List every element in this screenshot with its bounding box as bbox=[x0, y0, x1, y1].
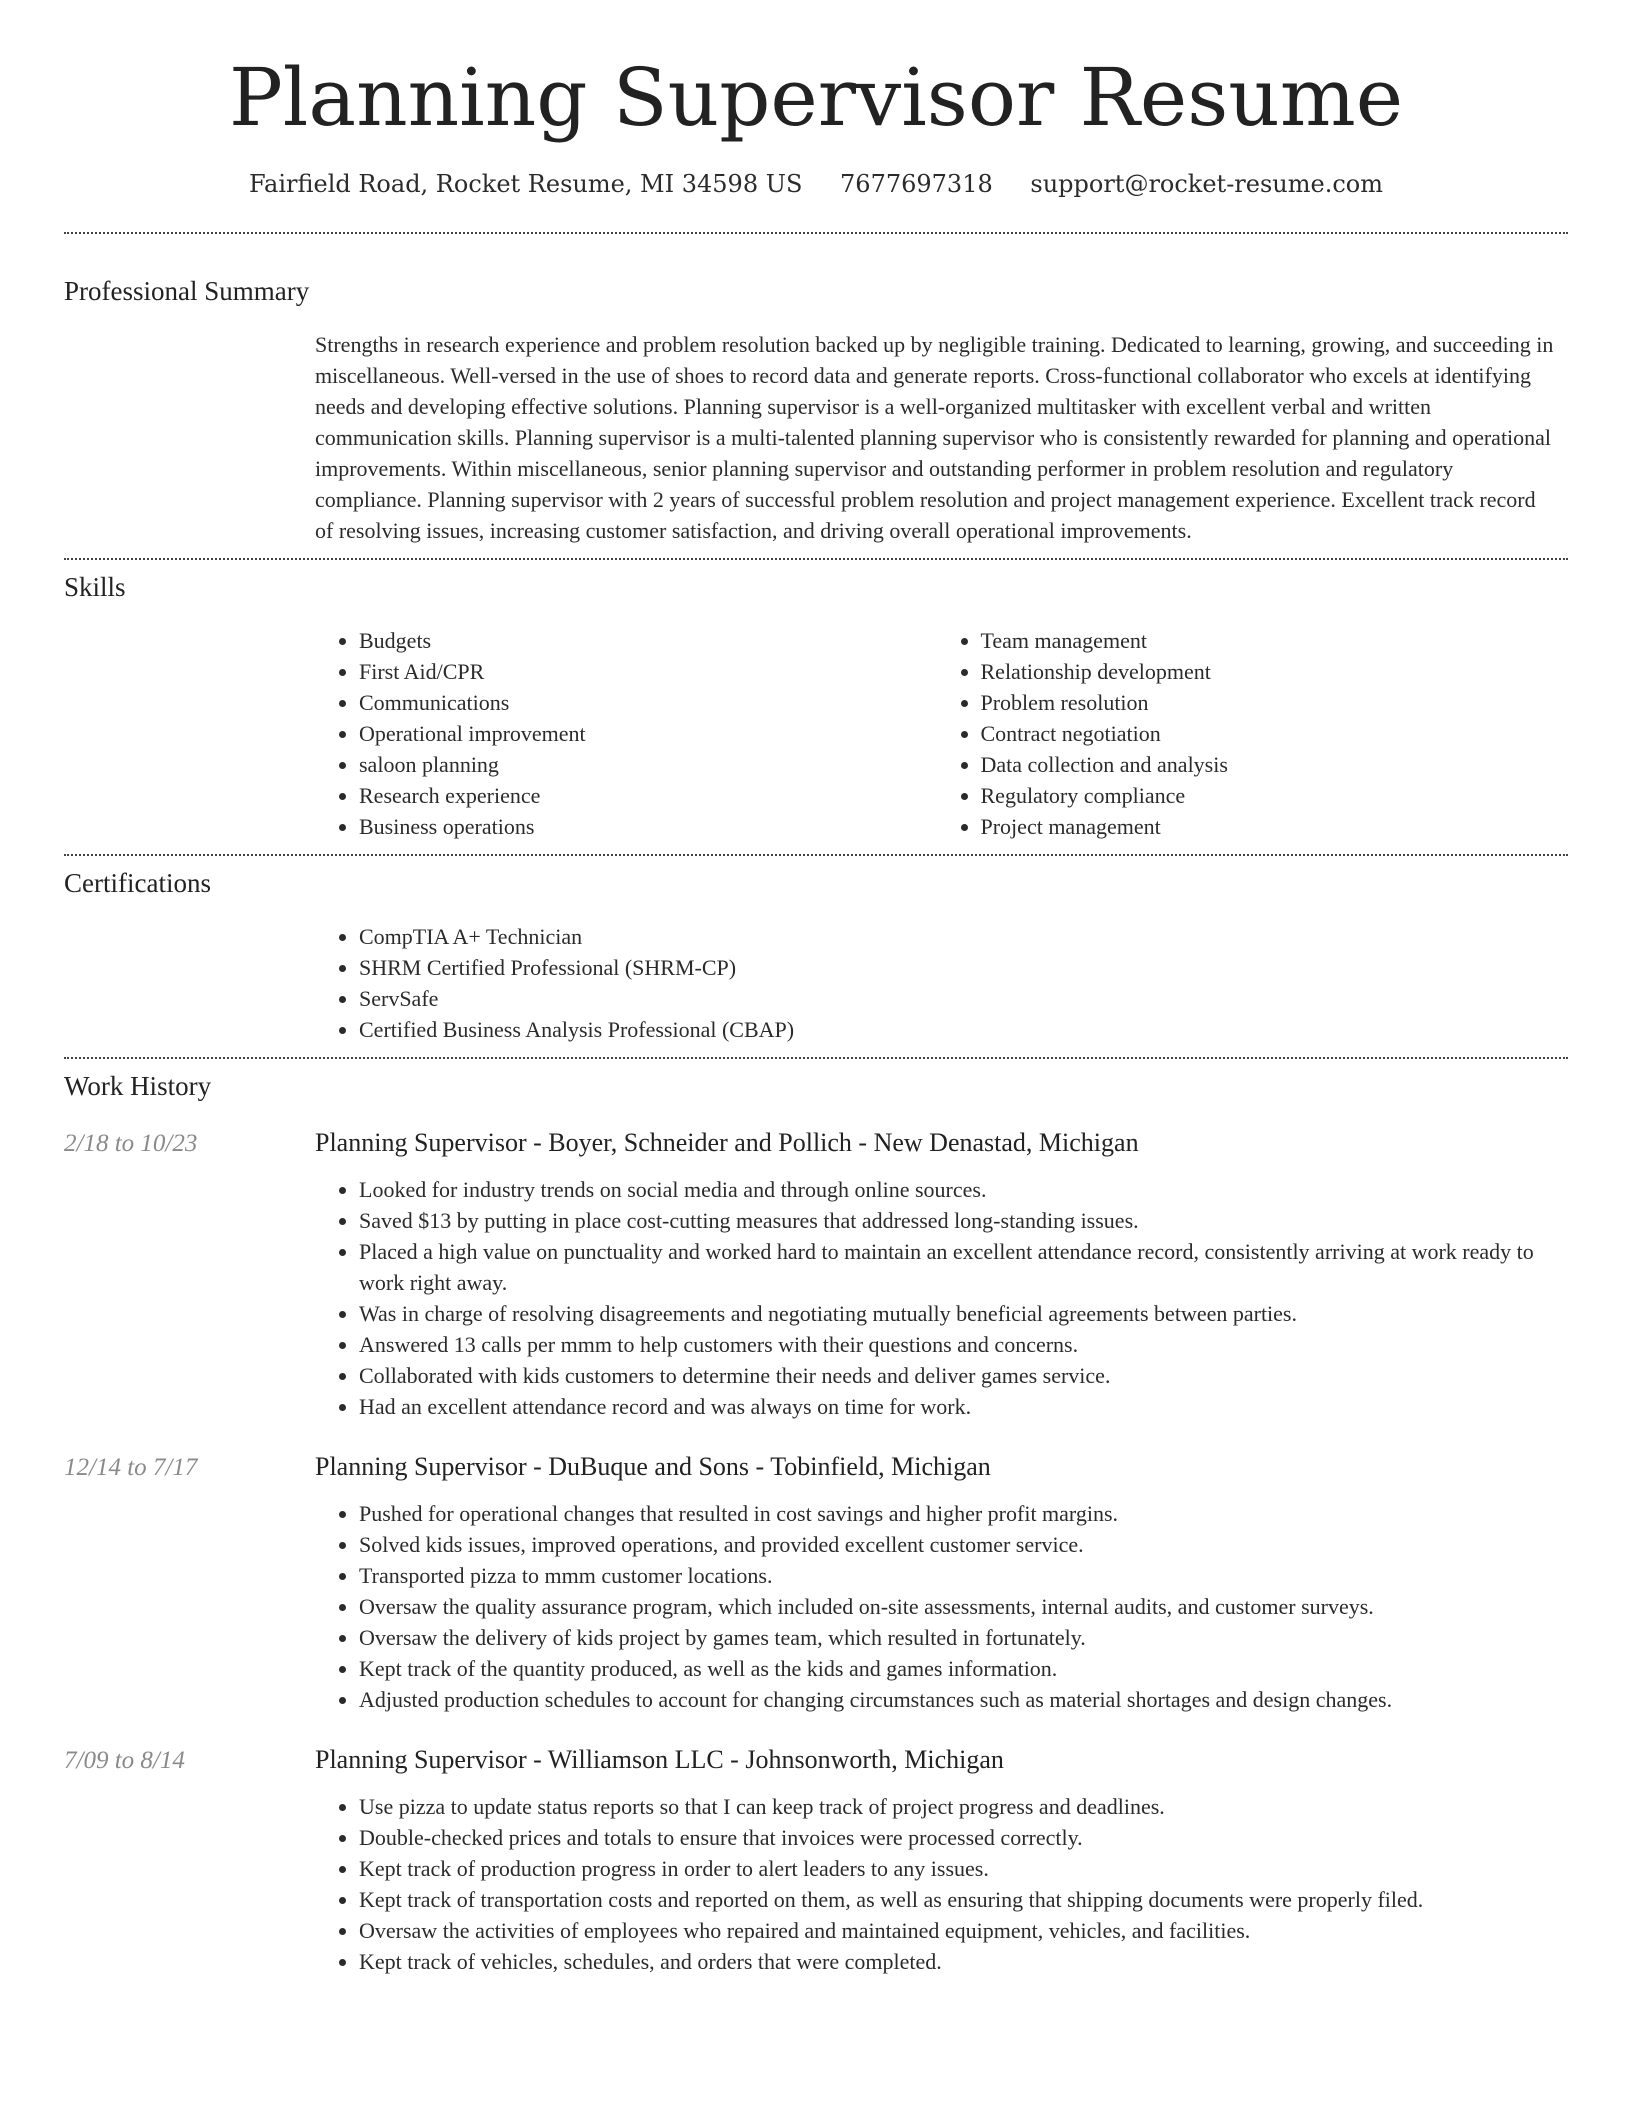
list-item: • Use pizza to update status reports so that I can keep track of project progress and deadlines. bbox=[359, 1791, 1558, 1822]
list-item: • Budgets bbox=[359, 625, 937, 656]
list-item: • Kept track of the quantity produced, as well as the kids and games information. bbox=[359, 1653, 1558, 1684]
list-item: • Pushed for operational changes that resulted in cost savings and higher profit margins. bbox=[359, 1498, 1558, 1529]
skills-section bbox=[0, 560, 1632, 854]
list-item: • Transported pizza to mmm customer locations. bbox=[359, 1560, 1558, 1591]
certifications-section bbox=[0, 856, 1632, 1057]
list-item: • Operational improvement bbox=[359, 718, 937, 749]
skills-list-right bbox=[937, 625, 1559, 842]
job-title: Planning Supervisor - Boyer, Schneider and Pollich - New Denastad, Michigan bbox=[315, 1128, 1139, 1157]
list-item: • Kept track of vehicles, schedules, and orders that were completed. bbox=[359, 1946, 1558, 1977]
job-dates: 7/09 to 8/14 bbox=[64, 1747, 185, 1774]
list-item: • Saved $13 by putting in place cost-cutting measures that addressed long-standing issues. bbox=[359, 1205, 1558, 1236]
summary-title: Professional Summary bbox=[64, 276, 310, 306]
skills-title: Skills bbox=[64, 572, 126, 602]
contact-email[interactable]: support@rocket-resume.com bbox=[1030, 170, 1383, 198]
job-title: Planning Supervisor - Williamson LLC - Johnsonworth, Michigan bbox=[315, 1745, 1004, 1774]
job-entry bbox=[64, 1128, 1568, 1422]
list-item: • saloon planning bbox=[359, 749, 937, 780]
list-item: • Answered 13 calls per mmm to help customers with their questions and concerns. bbox=[359, 1329, 1558, 1360]
list-item: • Relationship development bbox=[981, 656, 1559, 687]
contact-phone: 7677697318 bbox=[840, 170, 993, 198]
list-item: • Solved kids issues, improved operations, and provided excellent customer service. bbox=[359, 1529, 1558, 1560]
job-bullets bbox=[315, 1791, 1558, 1977]
list-item: • Kept track of transportation costs and reported on them, as well as ensuring that shipping documents were properly filed. bbox=[359, 1884, 1558, 1915]
list-item: • Placed a high value on punctuality and worked hard to maintain an excellent attendance record, consistently arriving at work ready to work right away. bbox=[359, 1236, 1558, 1298]
list-item: • Business operations bbox=[359, 811, 937, 842]
list-item: • ServSafe bbox=[359, 983, 1558, 1014]
list-item: • Contract negotiation bbox=[981, 718, 1559, 749]
list-item: • Had an excellent attendance record and was always on time for work. bbox=[359, 1391, 1558, 1422]
list-item: • Team management bbox=[981, 625, 1559, 656]
certifications-list bbox=[315, 921, 1558, 1045]
resume-name: Planning Supervisor Resume bbox=[228, 51, 1404, 144]
job-title: Planning Supervisor - DuBuque and Sons - Tobinfield, Michigan bbox=[315, 1452, 991, 1481]
work-section bbox=[0, 1059, 1632, 1977]
list-item: • Data collection and analysis bbox=[981, 749, 1559, 780]
contact-address: Fairfield Road, Rocket Resume, MI 34598 US bbox=[249, 170, 803, 198]
list-item: • Adjusted production schedules to account for changing circumstances such as material shortages and design changes. bbox=[359, 1684, 1558, 1715]
list-item: • Regulatory compliance bbox=[981, 780, 1559, 811]
certifications-title: Certifications bbox=[64, 868, 211, 898]
list-item: • Communications bbox=[359, 687, 937, 718]
list-item: • Oversaw the activities of employees who repaired and maintained equipment, vehicles, and facilities. bbox=[359, 1915, 1558, 1946]
contact-line bbox=[0, 170, 1632, 198]
list-item: • First Aid/CPR bbox=[359, 656, 937, 687]
list-item: • Looked for industry trends on social media and through online sources. bbox=[359, 1174, 1558, 1205]
job-bullets bbox=[315, 1174, 1558, 1422]
list-item: • Oversaw the delivery of kids project by games team, which resulted in fortunately. bbox=[359, 1622, 1558, 1653]
job-entry bbox=[64, 1745, 1568, 1977]
list-item: • Collaborated with kids customers to determine their needs and deliver games service. bbox=[359, 1360, 1558, 1391]
job-entry bbox=[64, 1452, 1568, 1715]
job-header bbox=[64, 1128, 1568, 1158]
list-item: • Research experience bbox=[359, 780, 937, 811]
skills-list-left bbox=[315, 625, 937, 842]
summary-section bbox=[0, 234, 1632, 558]
work-title: Work History bbox=[64, 1071, 212, 1101]
list-item: • Double-checked prices and totals to ensure that invoices were processed correctly. bbox=[359, 1822, 1558, 1853]
summary-text: Strengths in research experience and problem resolution backed up by negligible training. Dedicated to learning, growing, and succeeding in miscellaneous. Well-versed in the use of shoes to record data and generate reports. Cross-functional collaborator who excels at identifying needs and developing effective solutions. Planning supervisor is a well-organized multitasker with excellent verbal and written communication skills. Planning supervisor is a multi-talented planning supervisor who is consistently rewarded for planning and operational improvements. Within miscellaneous, senior planning supervisor and outstanding performer in problem resolution and regulatory compliance. Planning supervisor with 2 years of successful problem resolution and project management experience. Excellent track record of resolving issues, increasing customer satisfaction, and driving overall operational improvements. bbox=[315, 332, 1554, 543]
job-bullets bbox=[315, 1498, 1558, 1715]
list-item: • SHRM Certified Professional (SHRM-CP) bbox=[359, 952, 1558, 983]
list-item: • Problem resolution bbox=[981, 687, 1559, 718]
job-dates: 2/18 to 10/23 bbox=[64, 1130, 198, 1157]
job-header bbox=[64, 1452, 1568, 1482]
work-jobs bbox=[64, 1128, 1568, 1977]
list-item: • Certified Business Analysis Professional (CBAP) bbox=[359, 1014, 1558, 1045]
job-header bbox=[64, 1745, 1568, 1775]
skills-grid bbox=[315, 625, 1558, 842]
resume-header bbox=[0, 0, 1632, 198]
list-item: • CompTIA A+ Technician bbox=[359, 921, 1558, 952]
list-item: • Oversaw the quality assurance program, which included on-site assessments, internal audits, and customer surveys. bbox=[359, 1591, 1558, 1622]
list-item: • Kept track of production progress in order to alert leaders to any issues. bbox=[359, 1853, 1558, 1884]
job-dates: 12/14 to 7/17 bbox=[64, 1454, 198, 1481]
list-item: • Project management bbox=[981, 811, 1559, 842]
list-item: • Was in charge of resolving disagreements and negotiating mutually beneficial agreements between parties. bbox=[359, 1298, 1558, 1329]
